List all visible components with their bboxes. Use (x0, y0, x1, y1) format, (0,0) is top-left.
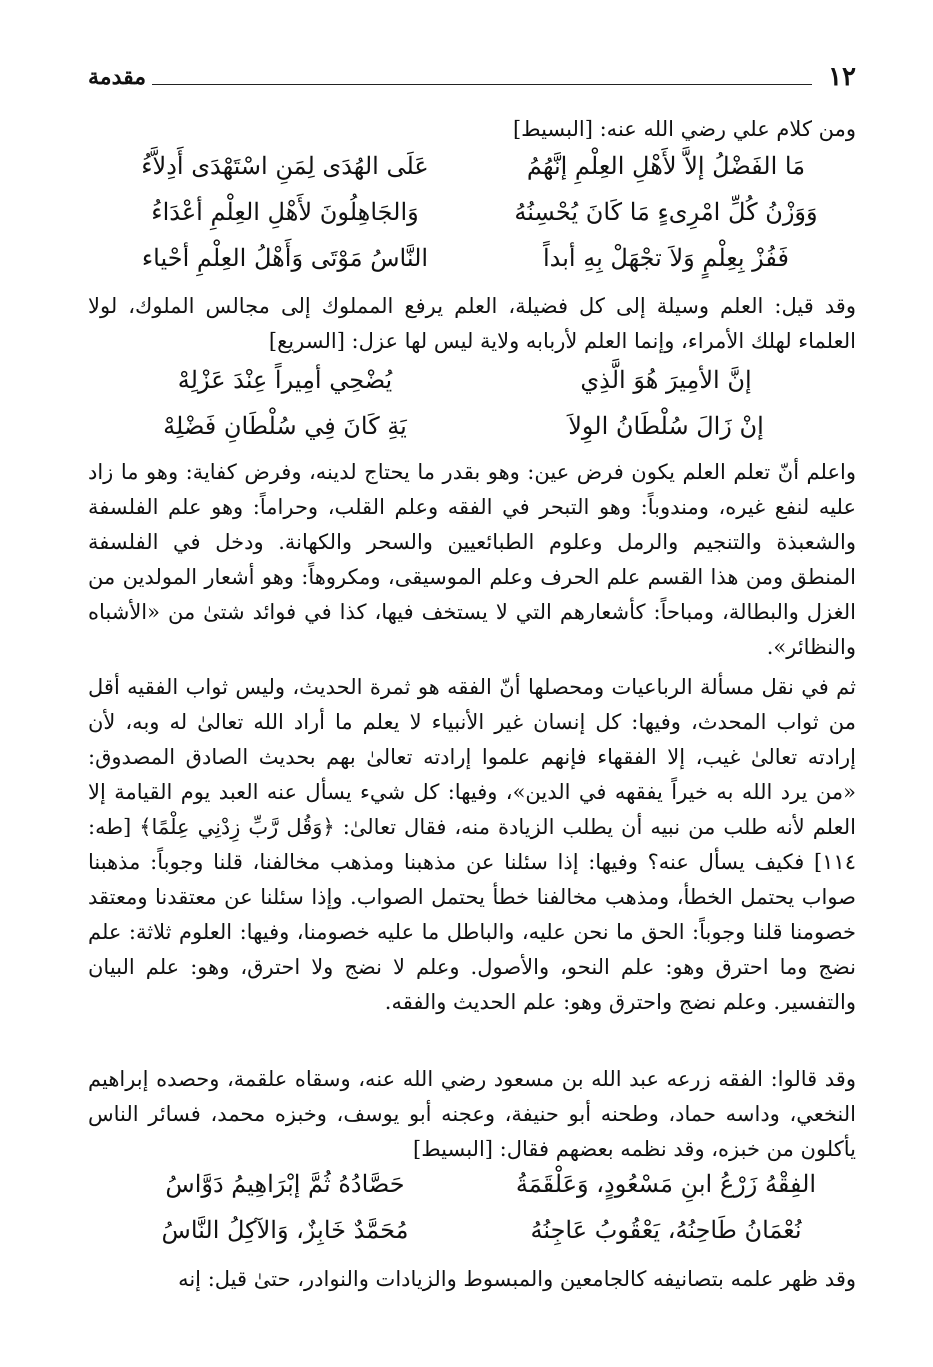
paragraph-block (88, 1262, 856, 1297)
paragraph-block (88, 455, 856, 665)
verse-second-hemistich: حَصَّادُهُ ثُمَّ إبْرَاهِيمُ دَوَّاسُ (165, 1170, 405, 1198)
paragraph: وقد قيل: العلم وسيلة إلى كل فضيلة، العلم يرفع المملوك إلى مجالس الملوك، لولا العلماء لهلك الأمراء، وإنما العلم لأربابه ولاية ليس لها عزل: [السريع] (88, 294, 856, 353)
verse-line (100, 1170, 856, 1216)
verse-first-hemistich: فَفُزْ بِعِلْمٍ وَلاَ تجْهَلْ بِهِ أبداً (542, 244, 790, 272)
verse-first-hemistich: إنَّ الأمِيرَ هُوَ الَّذِي (580, 366, 752, 394)
verse-line (100, 152, 856, 198)
paragraph: واعلم أنّ تعلم العلم يكون فرض عين: وهو بقدر ما يحتاج لدينه، وفرض كفاية: وهو ما زاد عليه لنفع غيره، ومندوباً: وهو التبحر في الفقه وعلم القلب، وحراماً: وهو علم الفلسفة والشعبذة والتنجيم والرمل وعلوم الطبائعيين والسحر والكهانة. ودخل في الفلسفة المنطق ومن هذا القسم علم الحرف وعلم الموسيقى، ومكروهاً: وهو أشعار المولدين من الغزل والبطالة، ومباحاً: كأشعارهم التي لا يستخف فيها، كذا في فوائد شتىٰ من «الأشباه والنظائر». (88, 460, 856, 659)
verse-first-hemistich: وَوَزْنُ كُلِّ امْرِىءٍ مَا كَانَ يُحْسِنُهُ (514, 198, 818, 226)
verse-second-hemistich: مُحَمَّدٌ خَابِزٌ، وَالآكِلُ النَّاسُ (161, 1216, 409, 1244)
verse-second-hemistich: يُضْحِي أمِيراً عِنْدَ عَزْلِهْ (177, 366, 393, 394)
header-rule (152, 84, 812, 85)
verse-line (100, 366, 856, 412)
verse-second-hemistich: النَّاسُ مَوْتَى وَأَهْلُ العِلْمِ أحْياء (141, 244, 429, 272)
page-number: ١٢ (828, 62, 856, 92)
paragraph-block (88, 670, 856, 1020)
chapter-title: مقدمة (88, 64, 147, 90)
verse-line (100, 1216, 856, 1262)
intro-line (88, 112, 856, 147)
paragraph: ثم في نقل مسألة الرباعيات ومحصلها أنّ الفقه هو ثمرة الحديث، وليس ثواب الفقيه أقل من ثواب المحدث، وفيها: كل إنسان غير الأنبياء لا يعلم ما أراد الله تعالىٰ له وبه، لأن إرادته تعالىٰ غيب، إلا الفقهاء فإنهم علموا إرادته تعالىٰ بهم بحديث الصادق المصدوق: «من يرد الله به خيراً يفقهه في الدين»، وفيها: كل شيء يسأل عنه العبد يوم القيامة إلا العلم لأنه طلب من نبيه أن يطلب الزيادة منه، فقال تعالىٰ: ﴿وَقُل رَّبِّ زِدْنِي عِلْمًا﴾ [طه: ١١٤] فكيف يسأل عنه؟ وفيها: إذا سئلنا عن مذهبنا ومذهب مخالفنا، قلنا وجوباً: مذهبنا صواب يحتمل الخطأ، ومذهب مخالفنا خطأ يحتمل الصواب. وإذا سئلنا عن معتقدنا ومعتقد خصومنا قلنا وجوباً: الحق ما نحن عليه، والباطل ما عليه خصومنا، وفيها: العلوم ثلاثة: علم نضج وما احترق وهو: علم النحو، والأصول. وعلم لا نضج ولا احترق، وهو: علم البيان والتفسير. وعلم نضج واحترق وهو: علم الحديث والفقه. (88, 675, 856, 1014)
paragraph: وقد قالوا: الفقه زرعه عبد الله بن مسعود رضي الله عنه، وسقاه علقمة، وحصده إبراهيم النخعي، وداسه حماد، وطحنه أبو حنيفة، وعجنه أبو يوسف، وخبزه محمد، فسائر الناس يأكلون من خبزه، وقد نظمه بعضهم فقال: [البسيط] (88, 1067, 856, 1161)
paragraph-block (88, 1062, 856, 1167)
verse-line (100, 412, 856, 458)
paragraph: ومن كلام علي رضي الله عنه: [البسيط] (512, 117, 856, 141)
verse-first-hemistich: الفِقْهُ زَرْعُ ابنِ مَسْعُودٍ، وَعَلْقَمَةُ (515, 1170, 817, 1198)
verse-second-hemistich: عَلَى الهُدَى لِمَنِ اسْتَهْدَى أَدِلاَّءُ (141, 152, 429, 180)
verse-second-hemistich: وَالجَاهِلُونَ لأَهْلِ العِلْمِ أعْدَاءُ (151, 198, 419, 226)
verse-line (100, 198, 856, 244)
verse-first-hemistich: نُعْمَانُ طَاحِنُهُ، يَعْقُوبُ عَاجِنُهُ (530, 1216, 802, 1244)
verse-second-hemistich: يَةِ كَانَ فِي سُلْطَانِ فَضْلِهْ (163, 412, 407, 440)
verse-line (100, 244, 856, 290)
verse-first-hemistich: مَا الفَضْلُ إلاَّ لأَهْلِ العِلْمِ إنَّهُمُ (526, 152, 806, 180)
paragraph: وقد ظهر علمه بتصانيفه كالجامعين والمبسوط والزيادات والنوادر، حتىٰ قيل: إنه (178, 1267, 856, 1291)
paragraph-block (88, 289, 856, 359)
page-header (88, 62, 856, 96)
verse-first-hemistich: إنْ زَالَ سُلْطَانُ الوِلاَ (568, 412, 764, 440)
